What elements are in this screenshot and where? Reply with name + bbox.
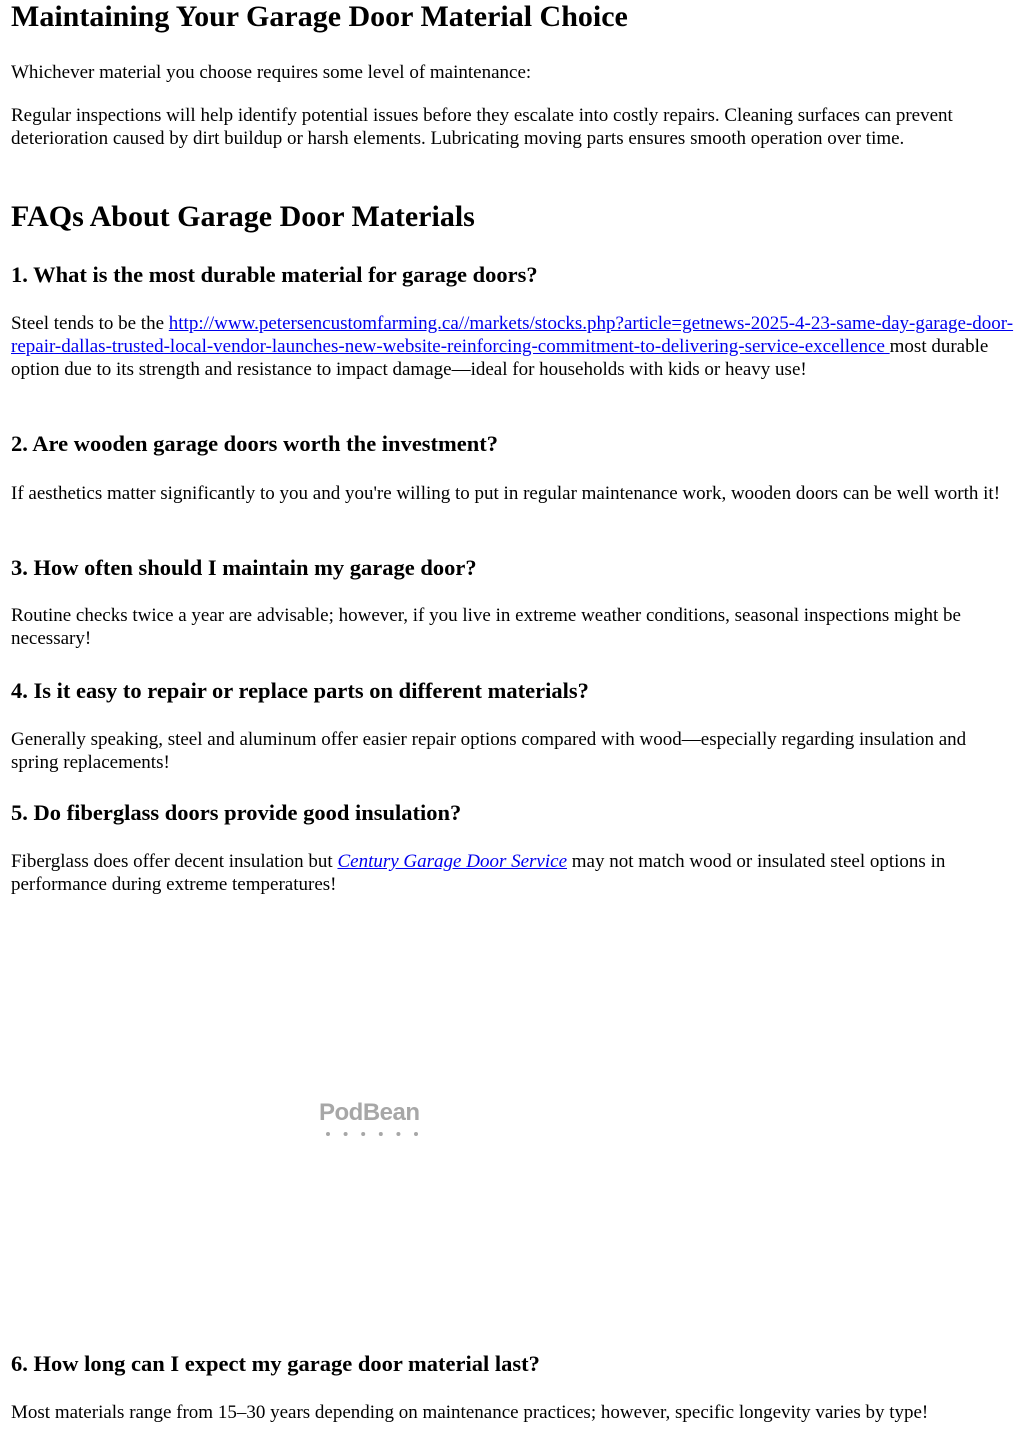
podbean-player-embed[interactable] [319, 1094, 425, 1144]
faq-answer-5 [11, 850, 1015, 896]
maintenance-body: Regular inspections will help identify potential issues before they escalate into costly repairs. Cleaning surfaces can prevent deterioration caused by dirt buildup or harsh elements. Lubricating moving parts ensures smooth operation over time. [11, 105, 953, 149]
faq-answer-2: If aesthetics matter significantly to you and you're willing to put in regular maintenance work, wooden doors can be well worth it! [11, 483, 1001, 504]
faq-answer-4: Generally speaking, steel and aluminum offer easier repair options compared with wood—especially regarding insulation and spring replacements! [11, 729, 967, 773]
faq-question-4: 4. Is it easy to repair or replace parts on different materials? [11, 678, 589, 703]
maintenance-intro: Whichever material you choose requires some level of maintenance: [11, 62, 532, 83]
faq-question-3: 3. How often should I maintain my garage door? [11, 555, 477, 580]
faq-answer-1-start: Steel tends to be the [11, 313, 169, 334]
podbean-logo: PodBean [319, 1099, 420, 1126]
faq-answer-1-end: most durable option due to its strength and resistance to impact damage—ideal for households with kids or heavy use! [11, 336, 989, 380]
faq-question-1: 1. What is the most durable material for garage doors? [11, 262, 538, 287]
faq-question-6: 6. How long can I expect my garage door material last? [11, 1351, 540, 1376]
faq-question-2: 2. Are wooden garage doors worth the investment? [11, 431, 499, 456]
century-garage-door-link[interactable]: Century Garage Door Service [337, 851, 567, 872]
heading-maintaining: Maintaining Your Garage Door Material Choice [11, 0, 628, 33]
faq-answer-5-end: may not match wood or insulated steel options in performance during extreme temperatures! [11, 851, 946, 895]
heading-faqs: FAQs About Garage Door Materials [11, 200, 475, 233]
loading-dots-icon [325, 1131, 419, 1137]
faq-answer-1 [11, 312, 1015, 381]
petersen-article-link[interactable]: http://www.petersencustomfarming.ca//markets/stocks.php?article=getnews-2025-4-23-same-day-garage-door-repair-dallas-trusted-local-vendor-launches-new-website-reinforcing-commitment-to-delivering-service-excellence [11, 313, 1014, 357]
faq-answer-6: Most materials range from 15–30 years depending on maintenance practices; however, specific longevity varies by type! [11, 1402, 929, 1423]
faq-answer-5-start: Fiberglass does offer decent insulation but [11, 851, 338, 872]
faq-answer-3: Routine checks twice a year are advisable; however, if you live in extreme weather conditions, seasonal inspections might be necessary! [11, 605, 961, 649]
faq-question-5: 5. Do fiberglass doors provide good insulation? [11, 800, 462, 825]
